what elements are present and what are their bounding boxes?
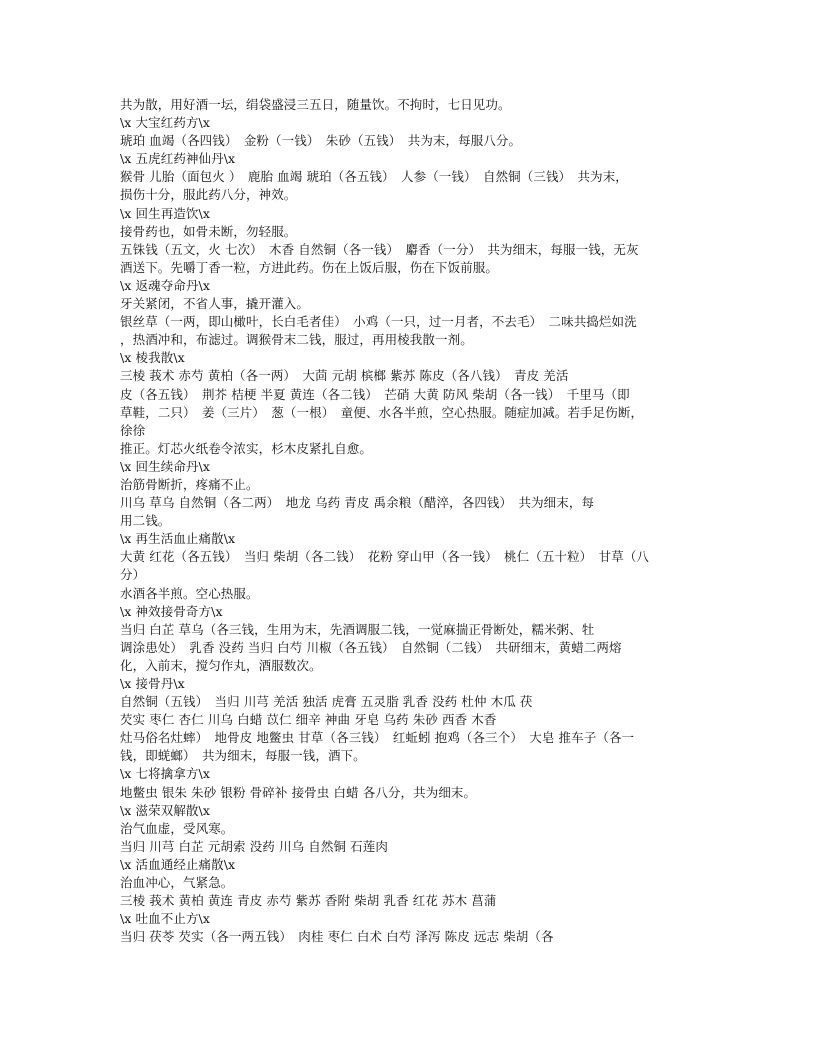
text-line: 猴骨 儿胎（面包火 ） 鹿胎 血竭 琥珀（各五钱） 人参（一钱） 自然铜（三钱） 共为末， [120,169,628,185]
text-line: 川乌 草乌 自然铜（各二两） 地龙 乌药 青皮 禹余粮（醋淬，各四钱） 共为细末，每 [120,495,595,511]
text-line: 大黄 红花（各五钱） 当归 柴胡（各二钱） 花粉 穿山甲（各一钱） 桃仁（五十粒） 甘草（八 [120,549,650,565]
text-line: 用二钱。 [120,513,171,529]
text-line: 自然铜（五钱） 当归 川芎 羌活 独活 虎膏 五灵脂 乳香 没药 杜仲 木瓜 茯 [120,694,533,710]
text-line: 治气血虚，受风寒。 [120,820,234,836]
text-line: 灶马俗名灶蟀） 地骨皮 地鳖虫 甘草（各三钱） 红蚯蚓 抱鸡（各三个） 大皂 推车子（各一 [120,730,635,746]
text-line: \x 滋荣双解散\x [120,802,210,818]
text-line: \x 回生再造饮\x [120,205,210,221]
text-line: \x 再生活血止痛散\x [120,531,236,547]
text-line: 当归 白芷 草乌（各三钱，生用为末，先酒调服二钱，一觉麻揣正骨断处，糯米粥、牡 [120,621,595,637]
text-line: 三棱 莪术 黄柏 黄连 青皮 赤芍 紫苏 香附 柴胡 乳香 红花 苏木 菖蒲 [120,893,497,909]
text-line: 钱，即蜣螂） 共为细末，每服一钱，酒下。 [120,748,366,764]
text-line: 水酒各半煎。空心热服。 [120,585,259,601]
text-line: 接骨药也，如骨未断，勿轻服。 [120,223,297,239]
text-line: 分） [120,567,146,583]
text-line: 牙关紧闭，不省人事，撬开灌入。 [120,296,310,312]
text-line: 皮（各五钱） 荆芥 桔梗 半夏 黄连（各二钱） 芒硝 大黄 防风 柴胡（各一钱） 千里马（即 [120,386,630,402]
text-line: \x 活血通经止痛散\x [120,856,236,872]
text-line: 草鞋，二只） 姜（三片） 葱（一根） 童便、水各半煎，空心热服。随症加减。若手足伤断， [120,404,644,420]
text-line: 三棱 莪术 赤芍 黄柏（各一两） 大茴 元胡 槟榔 紫苏 陈皮（各八钱） 青皮 羌活 [120,368,569,384]
text-line: 芡实 枣仁 杏仁 川乌 白蜡 苡仁 细辛 神曲 牙皂 乌药 朱砂 西香 木香 [120,712,497,728]
text-line: 酒送下。先嚼丁香一粒，方进此药。伤在上饭后服，伤在下饭前服。 [120,259,499,275]
text-line: 化，入前末，搅匀作丸，酒服数次。 [120,657,322,673]
text-line: \x 返魂夺命丹\x [120,277,210,293]
text-line: ，热酒冲和，布滤过。调猴骨末二钱，服过，再用棱我散一剂。 [120,332,473,348]
text-line: 当归 茯苓 芡实（各一两五钱） 肉桂 枣仁 白术 白芍 泽泻 陈皮 远志 柴胡（各 [120,929,554,945]
text-line: 银丝草（一两，即山橄叶，长白毛者佳） 小鸡（一只，过一月者，不去毛） 二味共捣烂如洗 [120,314,637,330]
text-line: 治血冲心，气紧急。 [120,875,234,891]
text-line: 五铢钱（五文，火 七次） 木香 自然铜（各一钱） 麝香（一分） 共为细末，每服一钱，无灰 [120,241,639,257]
text-line: 共为散，用好酒一坛，绢袋盛浸三五日，随量饮。不拘时，七日见功。 [120,97,511,112]
text-line: 琥珀 血竭（各四钱） 金粉（一钱） 朱砂（五钱） 共为末，每服八分。 [120,133,522,149]
text-line: 治筋骨断折，疼痛不止。 [120,476,259,492]
text-line: 当归 川芎 白芷 元胡索 没药 川乌 自然铜 石莲肉 [120,838,388,854]
text-line: \x 五虎红药神仙丹\x [120,151,236,167]
text-line: \x 七将擒拿方\x [120,766,210,782]
text-line: \x 大宝红药方\x [120,115,210,131]
text-line: 调涂患处） 乳香 没药 当归 白芍 川椒（各五钱） 自然铜（二钱） 共研细末，黄蜡二两熔 [120,639,622,655]
text-line: \x 棱我散\x [120,350,185,366]
text-line: \x 吐血不止方\x [120,911,210,927]
text-line: \x 接骨丹\x [120,676,185,691]
text-line: 徐徐 [120,422,146,438]
text-line: \x 回生续命丹\x [120,458,210,474]
text-line: \x 神效接骨奇方\x [120,603,223,619]
text-line: 推正。灯芯火纸卷令浓实，杉木皮紧扎自愈。 [120,440,373,456]
text-line: 损伤十分，服此药八分，神效。 [120,187,297,203]
document-page [120,96,700,946]
text-line: 地鳖虫 银朱 朱砂 银粉 骨碎补 接骨虫 白蜡 各八分，共为细末。 [120,784,477,800]
